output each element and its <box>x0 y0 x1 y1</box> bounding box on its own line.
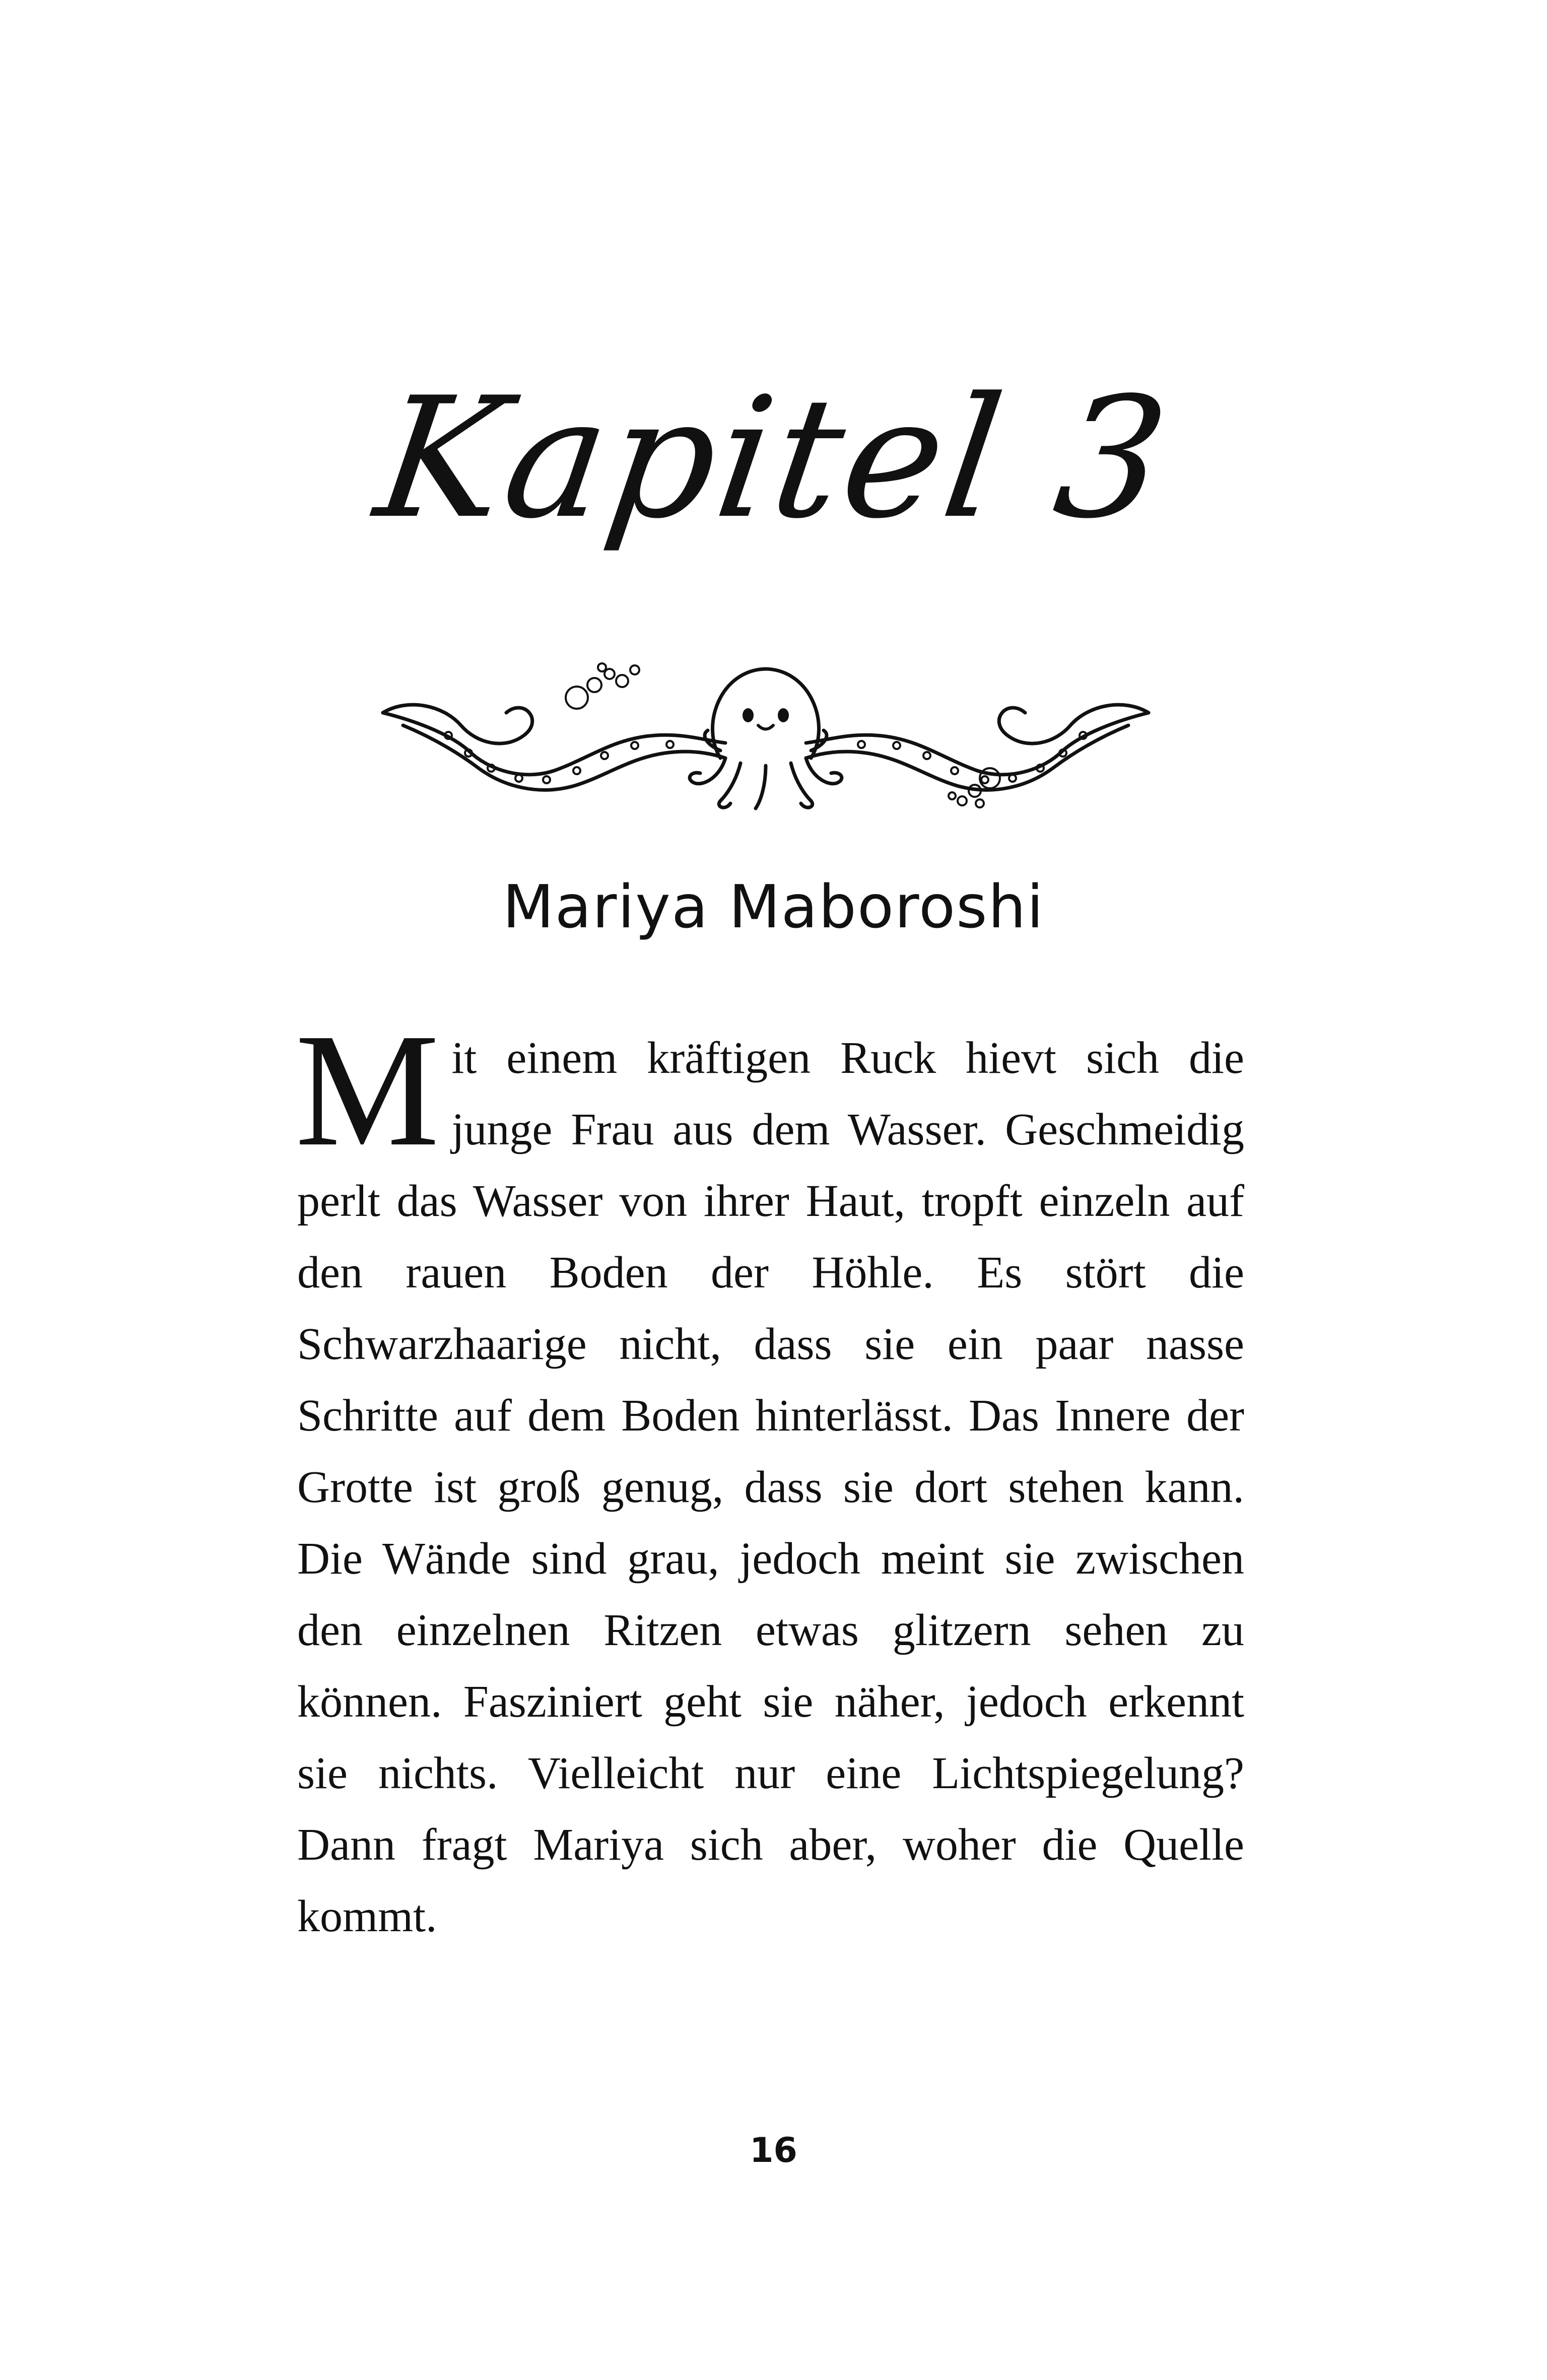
page-number: 16 <box>750 2131 797 2170</box>
body-paragraph: it einem kräftigen Ruck hievt sich die junge Frau aus dem Wasser. Geschmeidig perlt das Wasser von ihrer Haut, tropft einzeln auf den rauen Boden der Höhle. Es stört die Schwarzhaarige nicht, dass sie ein paar nasse Schritte auf dem Boden hinterlässt. Das Innere der Grotte ist groß genug, dass sie dort stehen kann. Die Wände sind grau, jedoch meint sie zwischen den einzelnen Ritzen etwas glitzern sehen zu können. Fasziniert geht sie näher, jedoch erkennt sie nichts. Vielleicht nur eine Lichtspiegelung? Dann fragt Mariya sich aber, woher die Quelle kommt. <box>297 1033 1244 1941</box>
octopus-icon <box>373 650 1159 836</box>
author-name: Mariya Maboroshi <box>502 872 1045 941</box>
chapter-body <box>295 1000 1244 1952</box>
chapter-title: Kapitel 3 <box>366 362 1181 555</box>
drop-cap: M <box>295 1000 440 1180</box>
